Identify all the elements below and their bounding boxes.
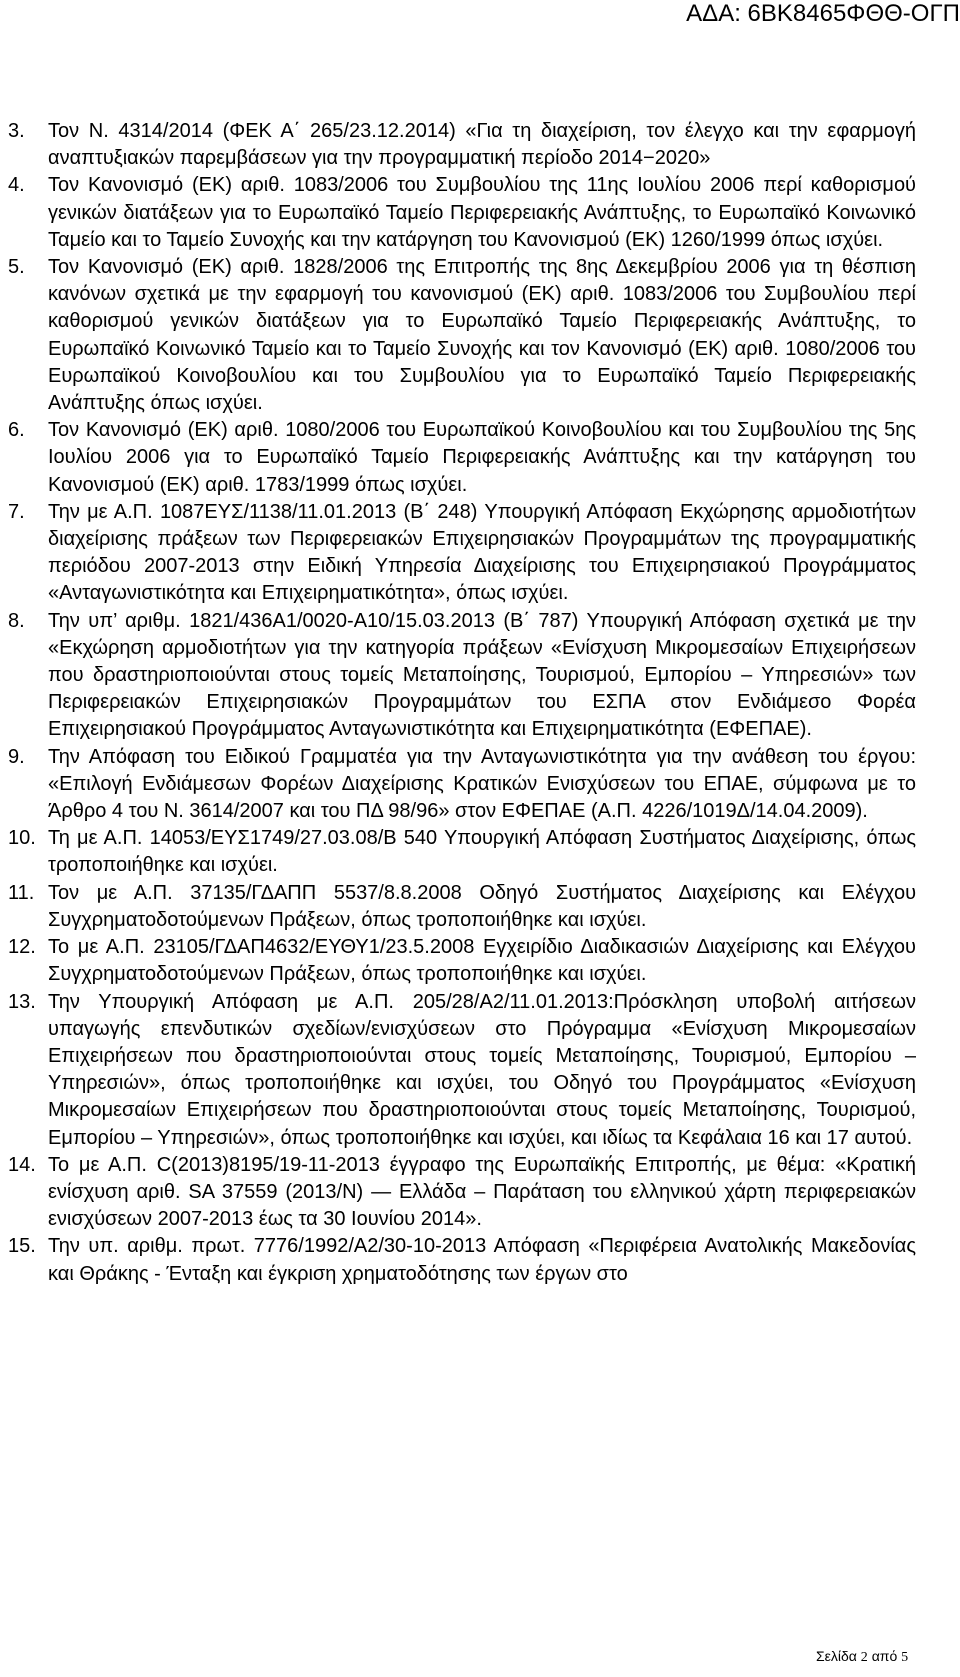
list-item: [8, 417, 916, 499]
item-number: 7.: [8, 500, 25, 523]
item-number: 10.: [8, 827, 36, 850]
list-item: [8, 744, 916, 826]
item-text: Τον Κανονισμό (ΕΚ) αριθ. 1828/2006 της Επιτροπής της 8ης Δεκεμβρίου 2006 για τη θέσπιση κανόνων σχετικά με την εφαρμογή του κανονισμού (ΕΚ) αριθ. 1083/2006 του Συμβουλίου περί καθορισμού γενικών διατάξεων για το Ευρωπαϊκό Ταμείο Περιφερειακής Ανάπτυξης, το Ευρωπαϊκό Κοινωνικό Ταμείο και το Ταμείο Συνοχής και τον Κανονισμό (ΕΚ) αριθ. 1080/2006 του Ευρωπαϊκού Κοινοβουλίου και του Συμβουλίου για το Ευρωπαϊκό Ταμείο Περιφερειακής Ανάπτυξης όπως ισχύει.: [48, 256, 916, 415]
item-text: Τη με Α.Π. 14053/ΕΥΣ1749/27.03.08/Β 540 Υπουργική Απόφαση Συστήματος Διαχείρισης, όπως τροποποιήθηκε και ισχύει.: [48, 827, 916, 877]
item-number: 3.: [8, 120, 25, 142]
item-number: 9.: [8, 745, 25, 768]
list-item: [8, 499, 916, 608]
item-text: Το με Α.Π. 23105/ΓΔΑΠ4632/ΕΥΘΥ1/23.5.2008 Εγχειρίδιο Διαδικασιών Διαχείρισης και Ελέγχου Συγχρηματοδοτούμενων Πράξεων, όπως τροποποιήθηκε και ισχύει.: [48, 936, 916, 986]
item-number: 4.: [8, 174, 25, 197]
list-item: [8, 989, 916, 1152]
item-text: Τον Κανονισμό (ΕΚ) αριθ. 1083/2006 του Συμβουλίου της 11ης Ιουλίου 2006 περί καθορισμού γενικών διατάξεων για το Ευρωπαϊκό Ταμείο Περιφερειακής Ανάπτυξης, το Ευρωπαϊκό Κοινωνικό Ταμείο και το Ταμείο Συνοχής και την κατάργηση του Κανονισμού (ΕΚ) 1260/1999 όπως ισχύει.: [48, 174, 916, 251]
page-word: Σελίδα: [816, 1648, 857, 1664]
item-text: Την υπ. αριθμ. πρωτ. 7776/1992/Α2/30-10-2013 Απόφαση «Περιφέρεια Ανατολικής Μακεδονίας και Θράκης - Ένταξη και έγκριση χρηματοδότησης των έργων στο: [48, 1235, 916, 1285]
item-number: 12.: [8, 936, 36, 959]
item-text: Την Απόφαση του Ειδικού Γραμματέα για την Ανταγωνιστικότητα για την ανάθεση του έργου: «Επιλογή Ενδιάμεσων Φορέων Διαχείρισης Κρατικών Ενισχύσεων του ΕΠΑΕ, σύμφωνα με το Άρθρο 4 του Ν. 3614/2007 και του ΠΔ 98/96» στον ΕΦΕΠΑΕ (Α.Π. 4226/1019Δ/14.04.2009).: [48, 745, 916, 823]
item-text: Την υπ’ αριθμ. 1821/436Α1/0020-Α10/15.03.2013 (Β΄ 787) Υπουργική Απόφαση σχετικά με την «Εκχώρηση αρμοδιοτήτων για την κατηγορία πράξεων «Ενίσχυση Μικρομεσαίων Επιχειρήσεων που δραστηριοποιούνται στους τομείς Μεταποίησης, Τουρισμού, Εμπορίου – Υπηρεσιών» των Περιφερειακών Επιχειρησιακών Προγραμμάτων του ΕΣΠΑ στον Ενδιάμεσο Φορέα Επιχειρησιακού Προγράμματος Ανταγωνιστικότητα και Επιχειρηματικότητα (ΕΦΕΠΑΕ).: [48, 609, 916, 741]
item-text: Τον με Α.Π. 37135/ΓΔΑΠΠ 5537/8.8.2008 Οδηγό Συστήματος Διαχείρισης και Ελέγχου Συγχρηματοδοτούμενων Πράξεων, όπως τροποποιήθηκε και ισχύει.: [48, 881, 916, 931]
item-text: Τον Κανονισμό (ΕΚ) αριθ. 1080/2006 του Ευρωπαϊκού Κοινοβουλίου και του Συμβουλίου της 5ης Ιουλίου 2006 για το Ευρωπαϊκό Ταμείο Περιφερειακής Ανάπτυξης και την κατάργηση του Κανονισμού (ΕΚ) αριθ. 1783/1999 όπως ισχύει.: [48, 419, 916, 496]
item-number: 6.: [8, 419, 25, 442]
page-total: 5: [901, 1650, 909, 1665]
list-item: [8, 1233, 916, 1287]
item-text: Την με Α.Π. 1087ΕΥΣ/1138/11.01.2013 (Β΄ 248) Υπουργική Απόφαση Εκχώρησης αρμοδιοτήτων διαχείρισης πράξεων των Περιφερειακών Επιχειρησιακών Προγραμμάτων της προγραμματικής περιόδου 2007-2013 στην Ειδική Υπηρεσία Διαχείρισης του Επιχειρησιακού Προγράμματος «Ανταγωνιστικότητα και Επιχειρηματικότητα», όπως ισχύει.: [48, 500, 916, 605]
item-number: 11.: [8, 881, 35, 904]
item-text: Τον Ν. 4314/2014 (ΦΕΚ Α΄ 265/23.12.2014) «Για τη διαχείριση, τον έλεγχο και την εφαρμογή αναπτυξιακών παρεμβάσεων για την προγραμματική περίοδο 2014−2020»: [48, 120, 916, 170]
list-item: [8, 1152, 916, 1234]
list-item: [8, 825, 916, 879]
list-item: [8, 172, 916, 254]
item-text: Το με Α.Π. C(2013)8195/19-11-2013 έγγραφο της Ευρωπαϊκής Επιτροπής, με θέμα: «Κρατική ενίσχυση αριθ. SA 37559 (2013/N) — Ελλάδα – Παράταση του ελληνικού χάρτη περιφερειακών ενισχύσεων 2007-2013 έως τα 30 Ιουνίου 2014».: [48, 1153, 916, 1231]
document-body: [8, 118, 916, 1288]
list-item: [8, 254, 916, 417]
page-of: από: [871, 1648, 898, 1664]
item-number: 14.: [8, 1153, 36, 1176]
list-item: [8, 608, 916, 744]
list-item: [8, 934, 916, 988]
item-number: 8.: [8, 609, 25, 632]
page-current: 2: [860, 1650, 868, 1665]
item-number: 15.: [8, 1235, 36, 1258]
ada-code: ΑΔΑ: 6ΒΚ8465ΦΘΘ-ΟΓΠ: [686, 0, 960, 27]
item-number: 5.: [8, 256, 25, 279]
item-text: Την Υπουργική Απόφαση με Α.Π. 205/28/Α2/11.01.2013:Πρόσκληση υποβολή αιτήσεων υπαγωγής επενδυτικών σχεδίων/ενισχύσεων στο Πρόγραμμα «Ενίσχυση Μικρομεσαίων Επιχειρήσεων που δραστηριοποιούνται στους τομείς Μεταποίησης, Τουρισμού, Εμπορίου – Υπηρεσιών», όπως τροποποιήθηκε και ισχύει, του Οδηγό του Προγράμματος «Ενίσχυση Μικρομεσαίων Επιχειρήσεων που δραστηριοποιούνται στους τομείς Μεταποίησης, Τουρισμού, Εμπορίου – Υπηρεσιών», όπως τροποποιήθηκε και ισχύει, και ιδίως τα Κεφάλαια 16 και 17 αυτού.: [48, 990, 916, 1149]
page-number-footer: [816, 1648, 908, 1666]
item-number: 13.: [8, 990, 36, 1013]
list-item: [8, 118, 916, 172]
list-item: [8, 880, 916, 934]
